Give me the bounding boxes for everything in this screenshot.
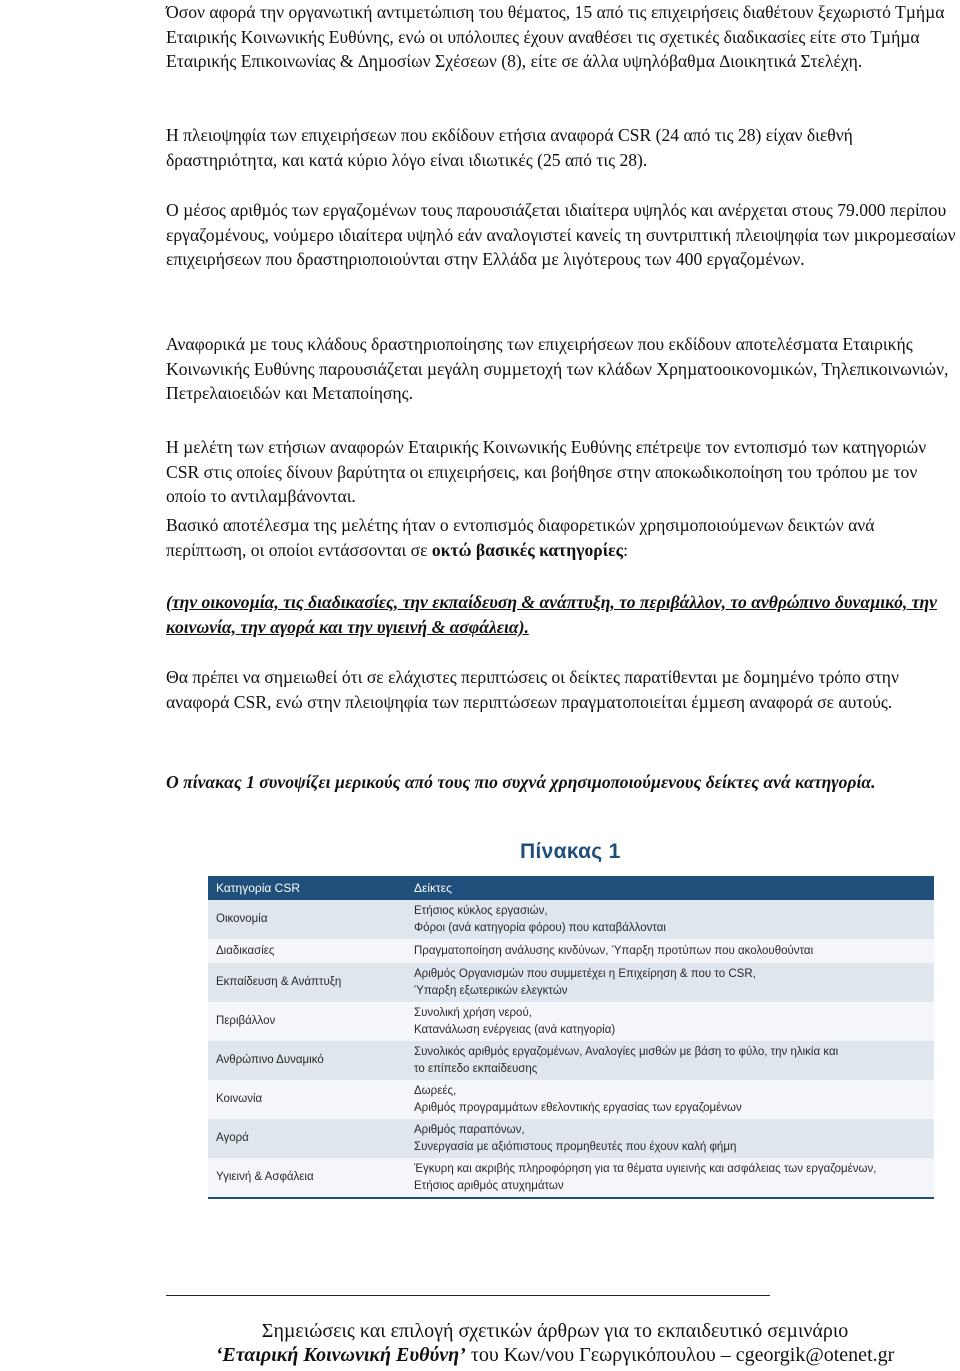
table-row [208, 1119, 934, 1158]
paragraph-employees: Ο µέσος αριθµός των εργαζοµένων τους παρουσιάζεται ιδιαίτερα υψηλός και ανέρχεται στους 79.000 περίπου εργαζοµένους, νούµερο ιδιαίτερα υψηλό εάν αναλογιστεί κανείς τη συντριπτική πλειοψηφία των µικροµεσαίων επιχειρήσεων που δραστηριοποιούνται στην Ελλάδα µε λιγότερους των 400 εργαζοµένων. [166, 200, 956, 270]
cell-indicators [406, 939, 934, 963]
indicator-line: Συνεργασία με αξιόπιστους προμηθευτές που έχουν καλή φήμη [414, 1140, 737, 1153]
indicator-line: Συνολική χρήση νερού, [414, 1007, 532, 1019]
cell-category: Εκπαίδευση & Ανάπτυξη [208, 963, 406, 1002]
indicator-line: Πραγματοποίηση ανάλυσης κινδύνων, Ύπαρξη προτύπων που ακολουθούνται [414, 944, 814, 957]
indicator-line: Ύπαρξη εξωτερικών ελεγκτών [414, 984, 568, 997]
seminar-title: ‘Εταιρική Κοινωνική Ευθύνη’ [215, 1344, 466, 1366]
cell-indicators [406, 1002, 934, 1041]
csr-indicators-table [208, 876, 934, 1199]
cell-indicators [406, 963, 934, 1002]
indicator-line: Έγκυρη και ακριβής πληροφόρηση για τα θέματα υγιεινής και ασφάλειας των εργαζομένων, [414, 1163, 877, 1175]
cell-indicators [406, 1158, 934, 1198]
table-row [208, 900, 934, 939]
indicator-line: Συνολικός αριθμός εργαζομένων, Αναλογίες μισθών με βάση το φύλο, την ηλικία και [414, 1046, 839, 1058]
categories-list: (την οικονοµία, τις διαδικασίες, την εκπαίδευση & ανάπτυξη, το περιβάλλον, το ανθρώπινο δυναµικό, την κοινωνία, την αγορά και την υγιεινή & ασφάλεια). [166, 592, 937, 637]
table-row [208, 1080, 934, 1119]
paragraph-structured-indicators: Θα πρέπει να σηµειωθεί ότι σε ελάχιστες περιπτώσεις οι δείκτες παρατίθενται µε δοµηµένο τρόπο στην αναφορά CSR, ενώ στην πλειοψηφία των περιπτώσεων πραγµατοποιείται έµµεση αναφορά σε αυτούς. [166, 667, 899, 712]
cell-category: Οικονομία [208, 900, 406, 939]
cell-category: Περιβάλλον [208, 1002, 406, 1041]
table-caption: Πίνακας 1 [520, 840, 621, 863]
header-category: Κατηγορία CSR [208, 876, 406, 900]
eight-categories-emphasis: οκτώ βασικές κατηγορίες [431, 539, 624, 560]
table-row [208, 1158, 934, 1198]
footer-divider [166, 1295, 770, 1296]
indicator-line: Αριθμός προγραμμάτων εθελοντικής εργασίας των εργαζομένων [414, 1101, 742, 1114]
cell-indicators [406, 1080, 934, 1119]
indicator-line: Αριθμός παραπόνων, [414, 1124, 525, 1136]
indicator-line: Ετήσιος αριθμός ατυχημάτων [414, 1179, 564, 1192]
indicator-line: Δωρεές, [414, 1085, 457, 1097]
paragraph-main-result-end: : [623, 539, 628, 560]
paragraph-majority-companies: Η πλειοψηφία των επιχειρήσεων που εκδίδουν ετήσια αναφορά CSR (24 από τις 28) είχαν διεθνή δραστηριότητα, και κατά κύριο λόγο είναι ιδιωτικές (25 από τις 28). [166, 125, 853, 170]
footer-line-1: Σηµειώσεις και επιλογή σχετικών άρθρων για το εκπαιδευτικό σεµινάριο [261, 1320, 849, 1342]
cell-category: Υγιεινή & Ασφάλεια [208, 1158, 406, 1198]
paragraph-main-result-text: Βασικό αποτέλεσµα της µελέτης ήταν ο εντοπισµός διαφορετικών χρησιµοποιούµενων δεικτών ανά περίπτωση, οι οποίοι εντάσσονται σε [166, 515, 875, 560]
cell-category: Ανθρώπινο Δυναμικό [208, 1041, 406, 1080]
table-row [208, 939, 934, 963]
cell-category: Διαδικασίες [208, 939, 406, 963]
paragraph-study-reports: Η µελέτη των ετήσιων αναφορών Εταιρικής Κοινωνικής Ευθύνης επέτρεψε τον εντοπισµό των κατηγοριών CSR στις οποίες δίνουν βαρύτητα οι επιχειρήσεις, και βοήθησε στην αποκωδικοποίηση του τρόπου µε τον οποίο το αντιλαµβάνονται. [166, 437, 927, 507]
indicator-line: Φόροι (ανά κατηγορία φόρου) που καταβάλλονται [414, 921, 666, 934]
table-row [208, 1002, 934, 1041]
table-row [208, 1041, 934, 1080]
author-contact: του Κων/νου Γεωργικόπουλου – cgeorgik@otenet.gr [465, 1344, 895, 1366]
indicator-line: Κατανάλωση ενέργειας (ανά κατηγορία) [414, 1023, 616, 1036]
cell-indicators [406, 900, 934, 939]
table-intro: Ο πίνακας 1 συνοψίζει µερικούς από τους πιο συχνά χρησιµοποιούµενους δείκτες ανά κατηγορία. [166, 772, 876, 792]
cell-indicators [406, 1119, 934, 1158]
paragraph-organizational-handling: Όσον αφορά την οργανωτική αντιµετώπιση του θέµατος, 15 από τις επιχειρήσεις διαθέτουν ξεχωριστό Τµήµα Εταιρικής Κοινωνικής Ευθύνης, ενώ οι υπόλοιπες έχουν αναθέσει τις σχετικές διαδικασίες είτε στο Τµήµα Εταιρικής Επικοινωνίας & ∆ηµοσίων Σχέσεων (8), είτε σε άλλα υψηλόβαθµα ∆ιοικητικά Στελέχη. [166, 2, 945, 72]
table-header-row [208, 876, 934, 900]
indicator-line: Ετήσιος κύκλος εργασιών, [414, 905, 548, 917]
indicator-line: το επίπεδο εκπαίδευσης [414, 1062, 538, 1075]
table-row [208, 963, 934, 1002]
footer-line-2 [150, 1342, 960, 1369]
indicator-line: Αριθμός Οργανισμών που συμμετέχει η Επιχείρηση & που το CSR, [414, 968, 756, 980]
paragraph-sectors: Αναφορικά µε τους κλάδους δραστηριοποίησης των επιχειρήσεων που εκδίδουν αποτελέσµατα Εταιρικής Κοινωνικής Ευθύνης παρουσιάζεται µεγάλη συµµετοχή των κλάδων Χρηµατοοικονοµικών, Τηλεπικοινωνιών, Πετρελαιοειδών και Μεταποίησης. [166, 334, 949, 404]
cell-category: Αγορά [208, 1119, 406, 1158]
header-indicators: Δείκτες [406, 876, 934, 900]
paragraph-main-result [166, 513, 956, 562]
cell-category: Κοινωνία [208, 1080, 406, 1119]
cell-indicators [406, 1041, 934, 1080]
